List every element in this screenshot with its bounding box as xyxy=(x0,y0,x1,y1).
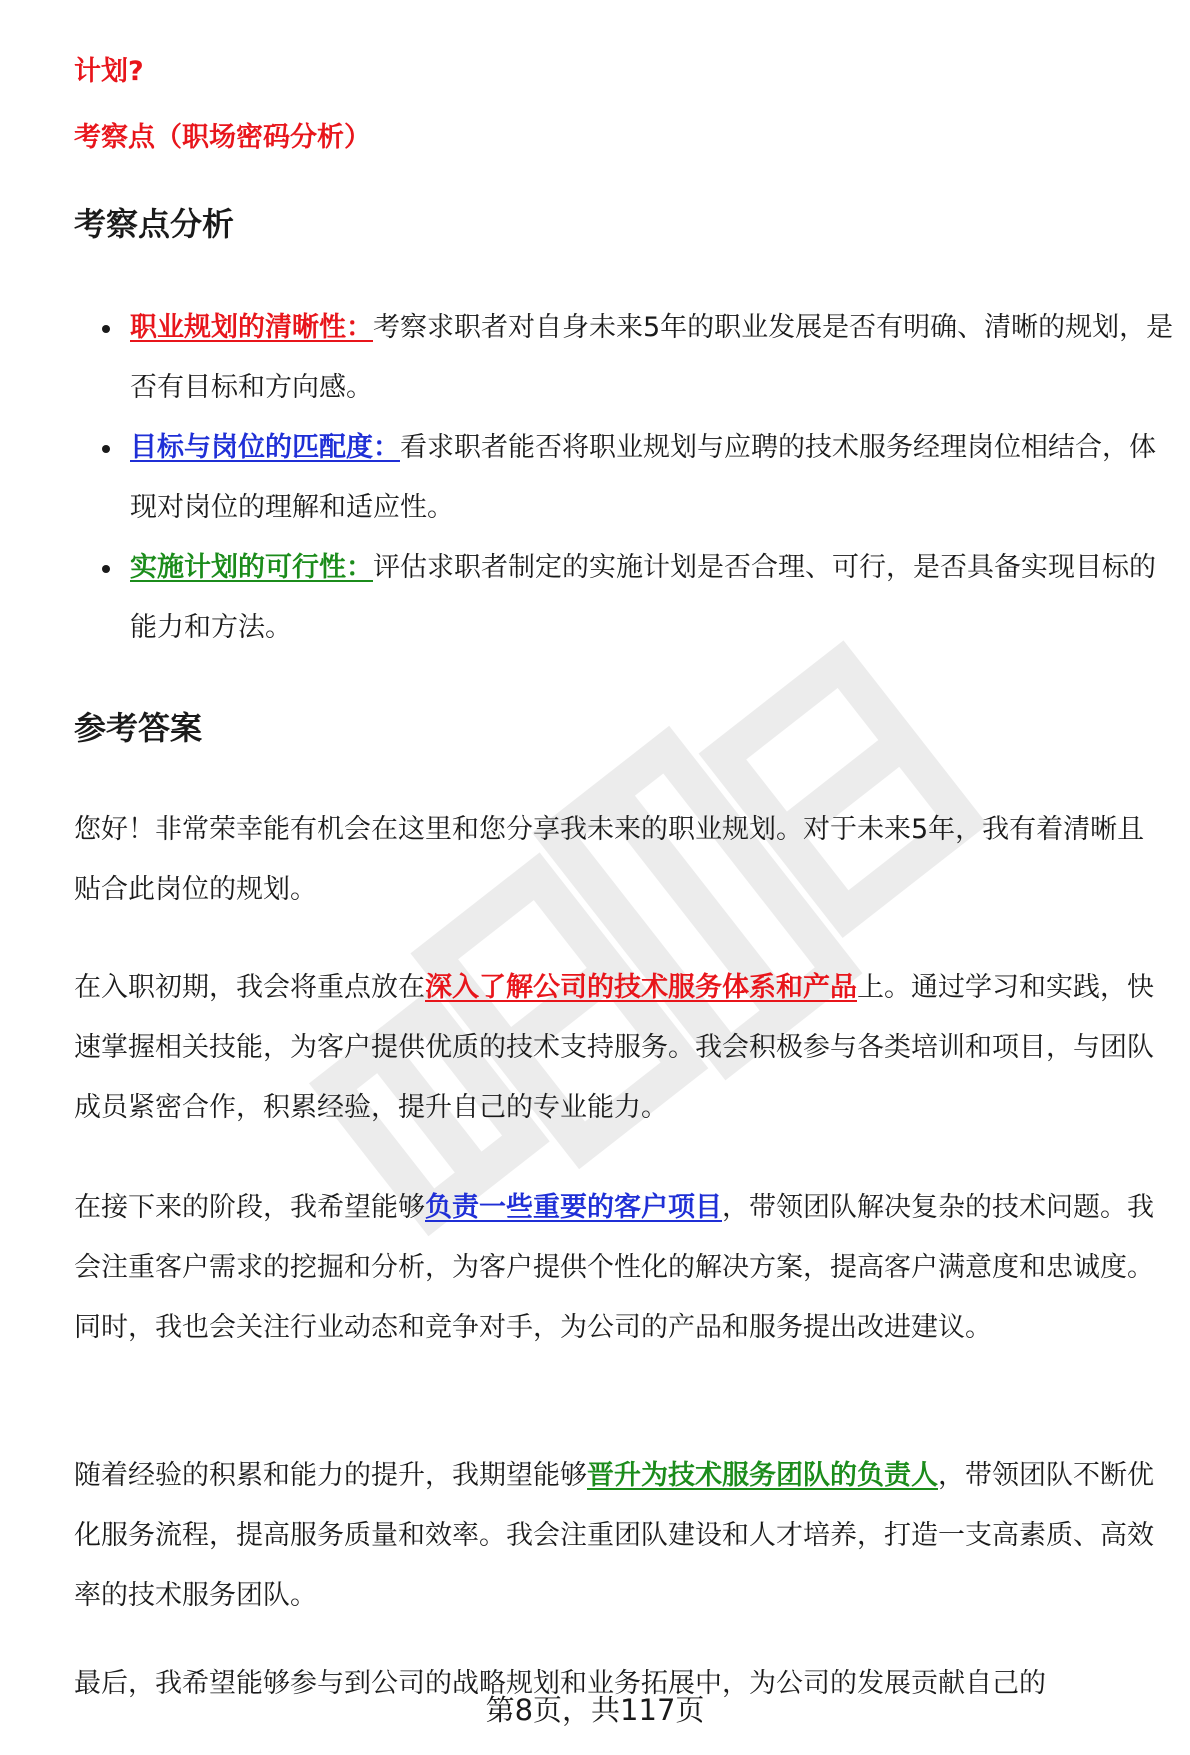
analysis-item xyxy=(94,298,1174,418)
analysis-text: 评估求职者制定的实施计划是否合理、可行，是否具备实现目标的能力和方法。 xyxy=(130,552,1156,643)
highlight-phrase: 深入了解公司的技术服务体系和产品 xyxy=(425,972,857,1003)
analysis-text: 考察求职者对自身未来5年的职业发展是否有明确、清晰的规划，是否有目标和方向感。 xyxy=(130,312,1174,403)
paragraph-text: 在入职初期，我会将重点放在 xyxy=(74,972,425,1003)
analysis-text: 看求职者能否将职业规划与应聘的技术服务经理岗位相结合，体现对岗位的理解和适应性。 xyxy=(130,432,1156,523)
paragraph-text: ，带领团队解决复杂的技术问题。我会注重客户需求的挖掘和分析，为客户提供个性化的解决方案，提高客户满意度和忠诚度。同时，我也会关注行业动态和竞争对手，为公司的产品和服务提出改进建议。 xyxy=(74,1192,1154,1343)
analysis-item xyxy=(94,418,1174,538)
paragraph-text: 随着经验的积累和能力的提升，我期望能够 xyxy=(74,1460,587,1491)
bullet-dot xyxy=(102,565,110,573)
answer-paragraph-3 xyxy=(74,1178,1164,1358)
analysis-keyword: 目标与岗位的匹配度： xyxy=(130,432,400,463)
bullet-dot xyxy=(102,445,110,453)
page-footer: 第8页，共117页 xyxy=(485,1693,705,1727)
paragraph-text: 在接下来的阶段，我希望能够 xyxy=(74,1192,425,1223)
analysis-keyword: 职业规划的清晰性： xyxy=(130,312,373,343)
bullet-dot xyxy=(102,325,110,333)
answer-paragraph-1: 您好！非常荣幸能有机会在这里和您分享我未来的职业规划。对于未来5年，我有着清晰且贴合此岗位的规划。 xyxy=(74,814,1145,905)
analysis-heading: 考察点分析 xyxy=(74,205,235,243)
question-tail: 计划? xyxy=(74,56,144,87)
analysis-item xyxy=(94,538,1174,658)
answer-paragraph-2 xyxy=(74,958,1164,1138)
analysis-list xyxy=(94,298,1174,658)
analysis-keyword: 实施计划的可行性： xyxy=(130,552,373,583)
paragraph-text: ，带领团队不断优化服务流程，提高服务质量和效率。我会注重团队建设和人才培养，打造一支高素质、高效率的技术服务团队。 xyxy=(74,1460,1154,1611)
highlight-phrase: 负责一些重要的客户项目 xyxy=(425,1192,722,1223)
paragraph-text: 上。通过学习和实践，快速掌握相关技能，为客户提供优质的技术支持服务。我会积极参与各类培训和项目，与团队成员紧密合作，积累经验，提升自己的专业能力。 xyxy=(74,972,1154,1123)
answer-paragraph-4 xyxy=(74,1446,1164,1626)
question-point-label: 考察点（职场密码分析） xyxy=(74,122,371,153)
answer-paragraph-5: 最后，我希望能够参与到公司的战略规划和业务拓展中，为公司的发展贡献自己的 xyxy=(74,1668,1046,1699)
answer-heading: 参考答案 xyxy=(74,709,203,747)
highlight-phrase: 晋升为技术服务团队的负责人 xyxy=(587,1460,938,1491)
